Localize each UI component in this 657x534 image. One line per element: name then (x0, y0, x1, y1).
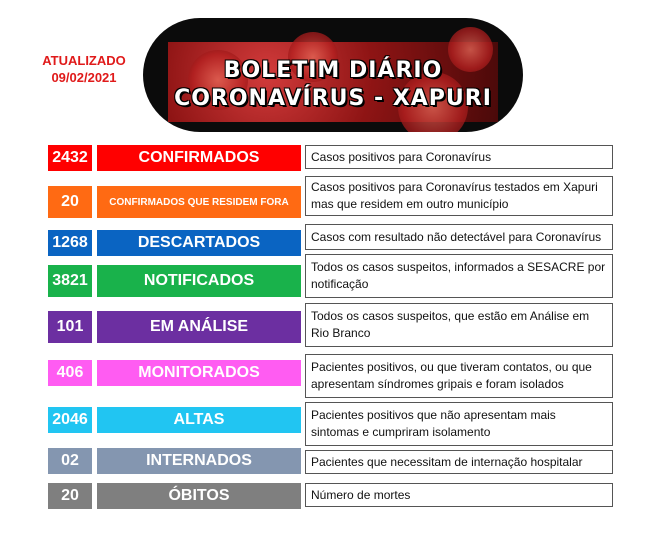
stat-label-em-analise: EM ANÁLISE (97, 311, 301, 343)
stat-label-internados: INTERNADOS (97, 448, 301, 474)
stat-description-confirmados: Casos positivos para Coronavírus (305, 145, 613, 169)
stat-number-obitos: 20 (48, 483, 92, 509)
stat-number-notificados: 3821 (48, 265, 92, 297)
stat-number-descartados: 1268 (48, 230, 92, 256)
stat-number-confirmados: 2432 (48, 145, 92, 171)
stat-label-monitorados: MONITORADOS (97, 360, 301, 386)
stat-number-confirmados-que-residem-fora: 20 (48, 186, 92, 218)
stat-number-internados: 02 (48, 448, 92, 474)
stat-description-monitorados: Pacientes positivos, ou que tiveram contatos, ou que apresentam síndromes gripais e foram isolados (305, 354, 613, 398)
stat-number-em-analise: 101 (48, 311, 92, 343)
stat-label-obitos: ÓBITOS (97, 483, 301, 509)
stat-number-altas: 2046 (48, 407, 92, 433)
update-stamp (28, 52, 140, 86)
banner-title-line2: CORONAVÍRUS - XAPURI (174, 86, 492, 111)
stat-label-altas: ALTAS (97, 407, 301, 433)
update-label: ATUALIZADO (42, 53, 126, 68)
stat-label-confirmados: CONFIRMADOS (97, 145, 301, 171)
stat-description-descartados: Casos com resultado não detectável para Coronavírus (305, 224, 613, 250)
stat-number-monitorados: 406 (48, 360, 92, 386)
bulletin-banner (143, 18, 523, 132)
stat-label-confirmados-que-residem-fora: CONFIRMADOS QUE RESIDEM FORA (97, 186, 301, 218)
stat-description-confirmados-que-residem-fora: Casos positivos para Coronavírus testados em Xapuri mas que residem em outro município (305, 176, 613, 216)
update-date: 09/02/2021 (51, 70, 117, 85)
stat-description-obitos: Número de mortes (305, 483, 613, 507)
stat-label-notificados: NOTIFICADOS (97, 265, 301, 297)
stat-description-notificados: Todos os casos suspeitos, informados a SESACRE por notificação (305, 254, 613, 298)
stat-description-internados: Pacientes que necessitam de internação hospitalar (305, 450, 613, 474)
stat-description-altas: Pacientes positivos que não apresentam mais sintomas e cumpriram isolamento (305, 402, 613, 446)
stat-description-em-analise: Todos os casos suspeitos, que estão em Análise em Rio Branco (305, 303, 613, 347)
stat-label-descartados: DESCARTADOS (97, 230, 301, 256)
banner-title-line1: BOLETIM DIÁRIO (223, 58, 443, 83)
